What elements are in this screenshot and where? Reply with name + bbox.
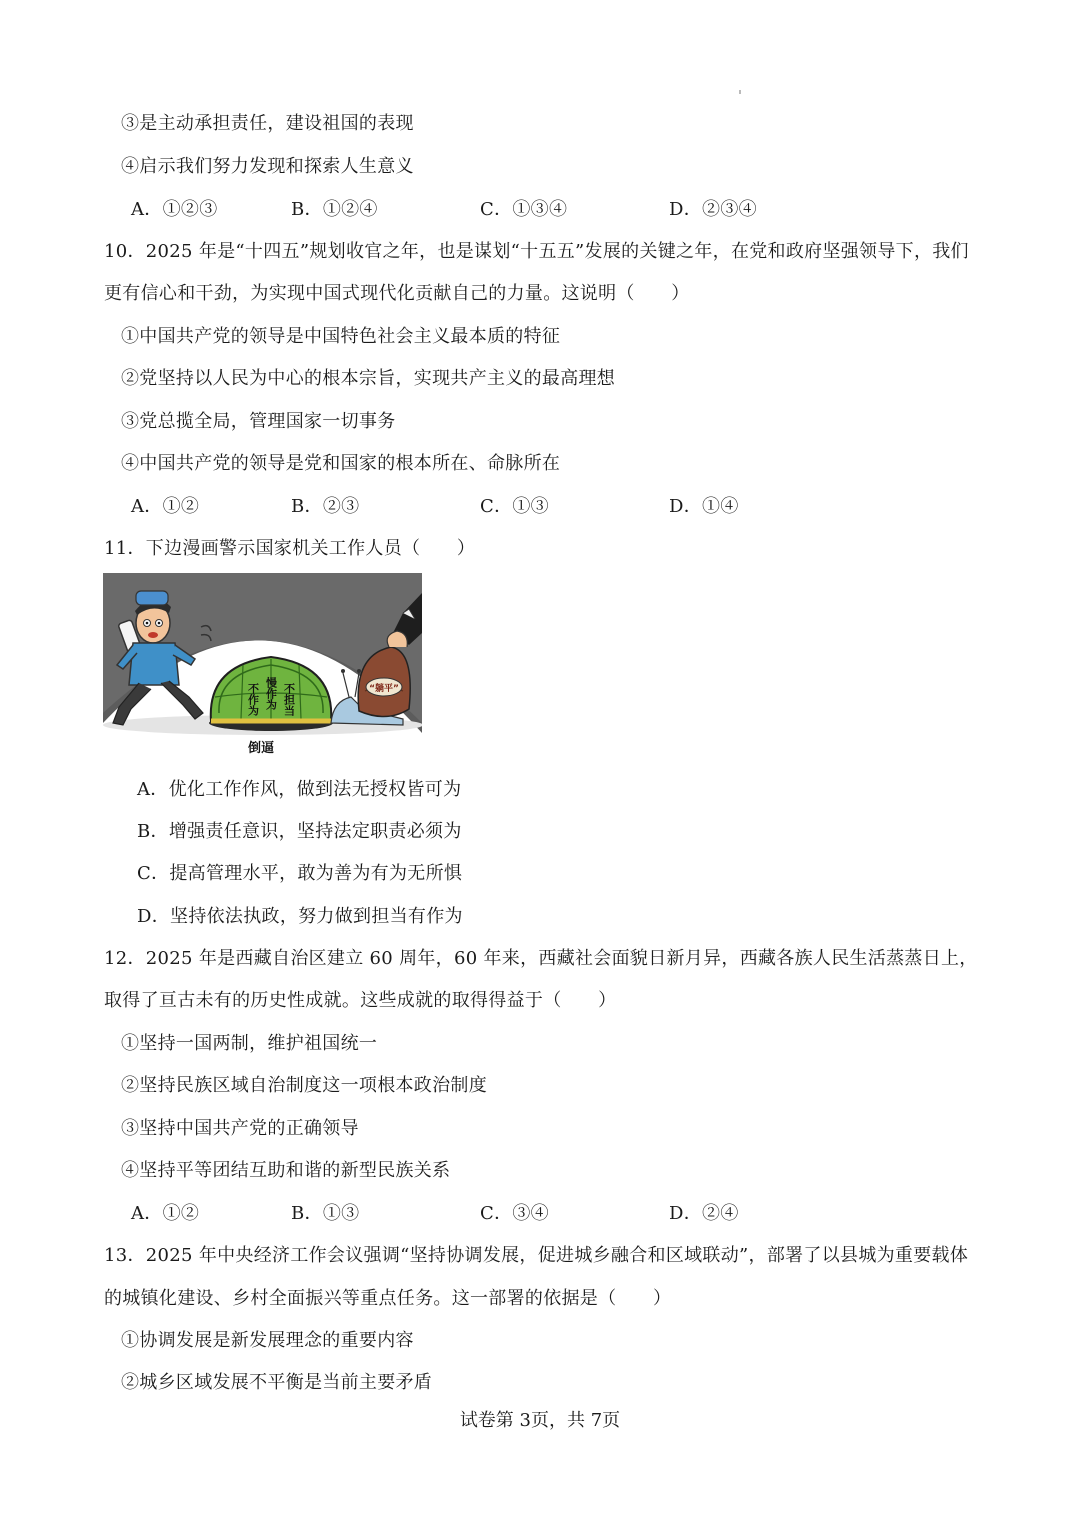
q10-option-2: ②党坚持以人民为中心的根本宗旨，实现共产主义的最高理想 — [121, 368, 616, 389]
q13-stem-line2: 的城镇化建设、乡村全面振兴等重点任务。这一部署的依据是（ ） — [104, 1288, 672, 1309]
q10-stem-line2: 更有信心和干劲，为实现中国式现代化贡献自己的力量。这说明（ ） — [104, 283, 690, 304]
q12-option-2: ②坚持民族区域自治制度这一项根本政治制度 — [121, 1075, 487, 1096]
q9-option-4: ④启示我们努力发现和探索人生意义 — [121, 156, 414, 177]
q12-stem-line1: 12．2025 年是西藏自治区建立 60 周年，60 年来，西藏社会面貌日新月异，西藏各族人民生活蒸蒸日上， — [104, 948, 978, 969]
q11-option-a[interactable]: A．优化工作作风，做到法无授权皆可为 — [137, 779, 462, 800]
q10-option-4: ④中国共产党的领导是党和国家的根本所在、命脉所在 — [121, 453, 561, 474]
q9-choice-a[interactable]: A．①②③ — [131, 199, 218, 220]
q11-stem: 11．下边漫画警示国家机关工作人员（ ） — [104, 538, 476, 559]
page-footer: 试卷第 3页，共 7页 — [459, 1410, 621, 1431]
q11-option-d[interactable]: D．坚持依法执政，努力做到担当有作为 — [137, 906, 463, 927]
shell-label-3: 不担当 — [282, 683, 296, 716]
shell-label-2: 慢作为 — [264, 677, 278, 710]
scan-speck — [739, 90, 741, 94]
q12-choice-d[interactable]: D．②④ — [669, 1203, 739, 1224]
q12-choice-c[interactable]: C．③④ — [480, 1203, 549, 1224]
shell-label-1: 不作为 — [246, 683, 260, 716]
q12-choice-b[interactable]: B．①③ — [291, 1203, 360, 1224]
q9-choice-c[interactable]: C．①③④ — [480, 199, 568, 220]
q9-choice-d[interactable]: D．②③④ — [669, 199, 757, 220]
q10-stem-line1: 10．2025 年是“十四五”规划收官之年，也是谋划“十五五”发展的关键之年，在党和政府坚强领导下，我们 — [104, 241, 969, 262]
q9-option-3: ③是主动承担责任，建设祖国的表现 — [121, 113, 414, 134]
q12-option-1: ①坚持一国两制，维护祖国统一 — [121, 1033, 378, 1054]
q13-option-2: ②城乡区域发展不平衡是当前主要矛盾 — [121, 1372, 433, 1393]
q10-option-1: ①中国共产党的领导是中国特色社会主义最本质的特征 — [121, 326, 561, 347]
q10-choice-c[interactable]: C．①③ — [480, 496, 549, 517]
bag-label: “躺平” — [369, 684, 399, 694]
q11-option-c[interactable]: C．提高管理水平，敢为善为有为无所惧 — [137, 863, 463, 884]
q13-stem-line1: 13．2025 年中央经济工作会议强调“坚持协调发展，促进城乡融合和区域联动”，部署了以县城为重要载体 — [104, 1245, 969, 1266]
q13-option-1: ①协调发展是新发展理念的重要内容 — [121, 1330, 414, 1351]
q10-choice-b[interactable]: B．②③ — [291, 496, 360, 517]
q11-option-b[interactable]: B．增强责任意识，坚持法定职责必须为 — [137, 821, 462, 842]
q12-option-3: ③坚持中国共产党的正确领导 — [121, 1118, 359, 1139]
q12-stem-line2: 取得了亘古未有的历史性成就。这些成就的取得得益于（ ） — [104, 990, 617, 1011]
cartoon-illustration — [103, 573, 422, 759]
q12-option-4: ④坚持平等团结互助和谐的新型民族关系 — [121, 1160, 451, 1181]
q10-option-3: ③党总揽全局，管理国家一切事务 — [121, 411, 396, 432]
q10-choice-d[interactable]: D．①④ — [669, 496, 739, 517]
q9-choice-b[interactable]: B．①②④ — [291, 199, 378, 220]
cartoon-caption: 倒逼 — [247, 741, 275, 756]
q10-choice-a[interactable]: A．①② — [131, 496, 200, 517]
q12-choice-a[interactable]: A．①② — [131, 1203, 200, 1224]
